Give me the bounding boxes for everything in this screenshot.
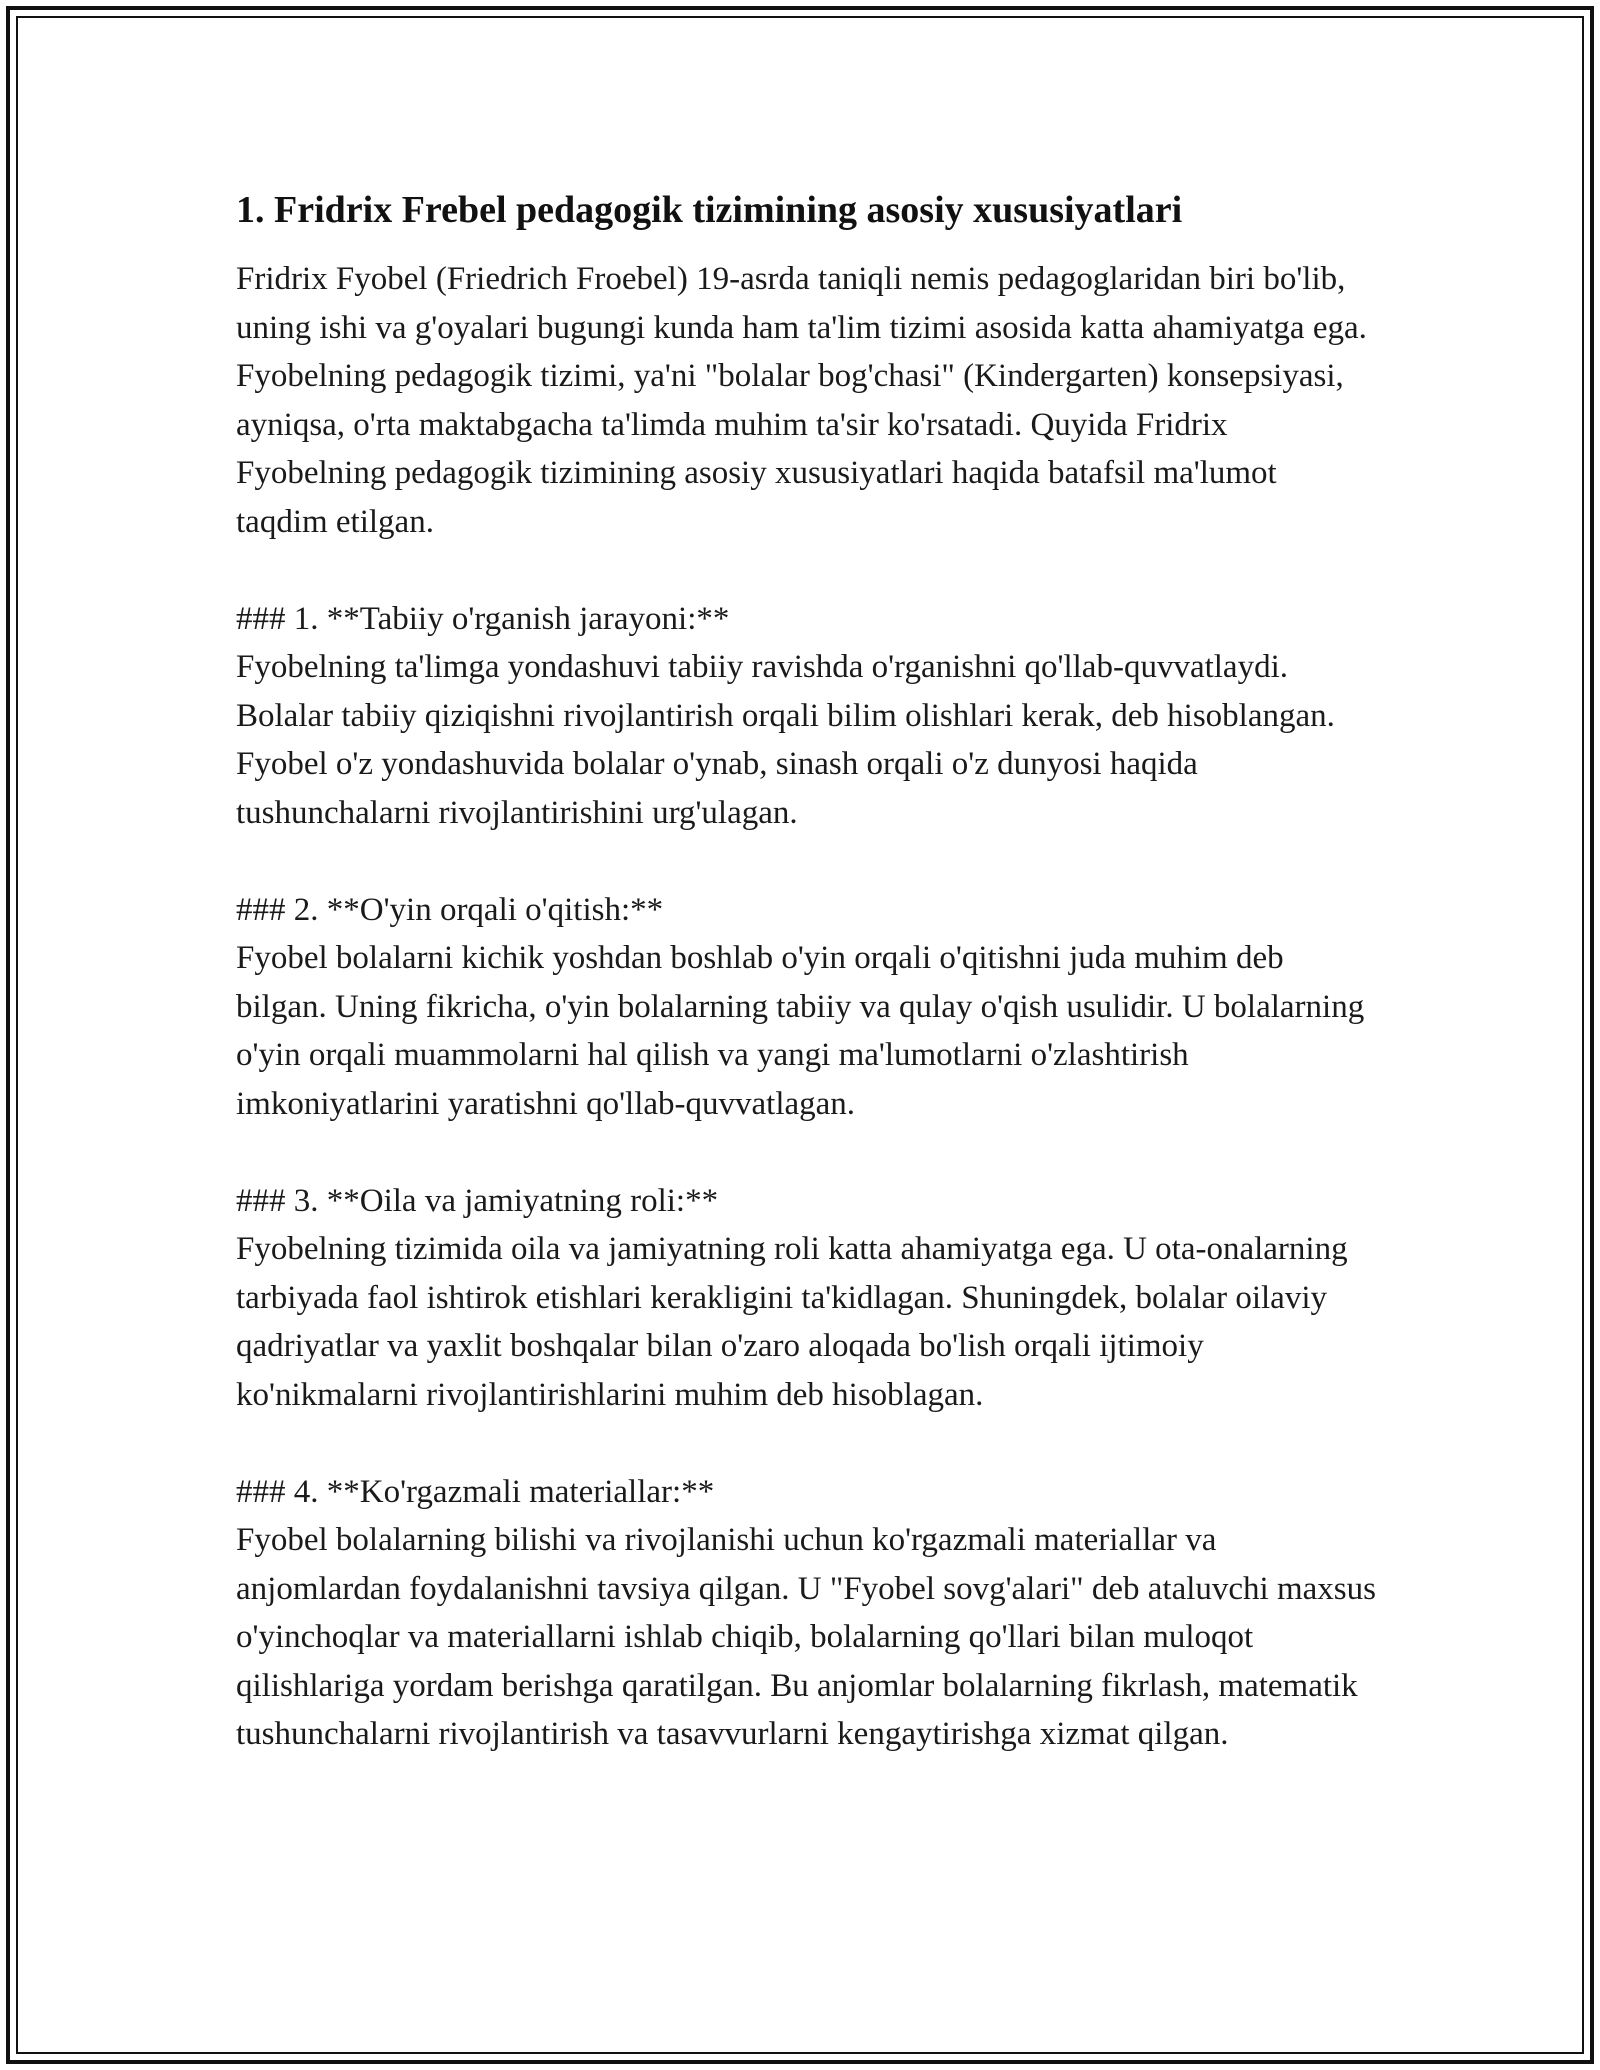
section-1 (236, 595, 1376, 838)
section-4 (236, 1468, 1376, 1759)
section-3 (236, 1177, 1376, 1420)
section-paragraph: Fyobelning tizimida oila va jamiyatning roli katta ahamiyatga ega. U ota-onalarning tarbiyada faol ishtirok etishlari kerakligini ta'kidlagan. Shuningdek, bolalar oilaviy qadriyatlar va yaxlit boshqalar bilan o'zaro aloqada bo'lish orqali ijtimoiy ko'nikmalarni rivojlantirishlarini muhim deb hisoblagan. (236, 1231, 1348, 1413)
section-heading: ### 4. **Ko'rgazmali materiallar:** (236, 1473, 715, 1510)
section-paragraph: Fyobel bolalarning bilishi va rivojlanishi uchun ko'rgazmali materiallar va anjomlardan foydalanishni tavsiya qilgan. U "Fyobel sovg'alari" deb ataluvchi maxsus o'yinchoqlar va materiallarni ishlab chiqib, bolalarning qo'llari bilan muloqot qilishlariga yordam berishga qaratilgan. Bu anjomlar bolalarning fikrlash, matematik tushunchalarni rivojlantirish va tasavvurlarni kengaytirishga xizmat qilgan. (236, 1522, 1376, 1752)
document-title: 1. Fridrix Frebel pedagogik tizimining asosiy xususiyatlari (236, 189, 1183, 231)
section-heading: ### 3. **Oila va jamiyatning roli:** (236, 1182, 719, 1219)
document-body (236, 185, 1376, 1759)
section-heading: ### 1. **Tabiiy o'rganish jarayoni:** (236, 600, 730, 637)
section-heading: ### 2. **O'yin orqali o'qitish:** (236, 891, 664, 928)
section-2 (236, 886, 1376, 1129)
intro-paragraph: Fridrix Fyobel (Friedrich Froebel) 19-asrda taniqli nemis pedagoglaridan biri bo'lib, uning ishi va g'oyalari bugungi kunda ham ta'lim tizimi asosida katta ahamiyatga ega. Fyobelning pedagogik tizimi, ya'ni "bolalar bog'chasi" (Kindergarten) konsepsiyasi, ayniqsa, o'rta maktabgacha ta'limda muhim ta'sir ko'rsatadi. Quyida Fridrix Fyobelning pedagogik tizimining asosiy xususiyatlari haqida batafsil ma'lumot taqdim etilgan. (236, 261, 1367, 540)
section-paragraph: Fyobel bolalarni kichik yoshdan boshlab o'yin orqali o'qitishni juda muhim deb bilgan. Uning fikricha, o'yin bolalarning tabiiy va qulay o'qish usulidir. U bolalarning o'yin orqali muammolarni hal qilish va yangi ma'lumotlarni o'zlashtirish imkoniyatlarini yaratishni qo'llab-quvvatlagan. (236, 940, 1365, 1122)
section-paragraph: Fyobelning ta'limga yondashuvi tabiiy ravishda o'rganishni qo'llab-quvvatlaydi. Bolalar tabiiy qiziqishni rivojlantirish orqali bilim olishlari kerak, deb hisoblangan. Fyobel o'z yondashuvida bolalar o'ynab, sinash orqali o'z dunyosi haqida tushunchalarni rivojlantirishini urg'ulagan. (236, 649, 1335, 831)
